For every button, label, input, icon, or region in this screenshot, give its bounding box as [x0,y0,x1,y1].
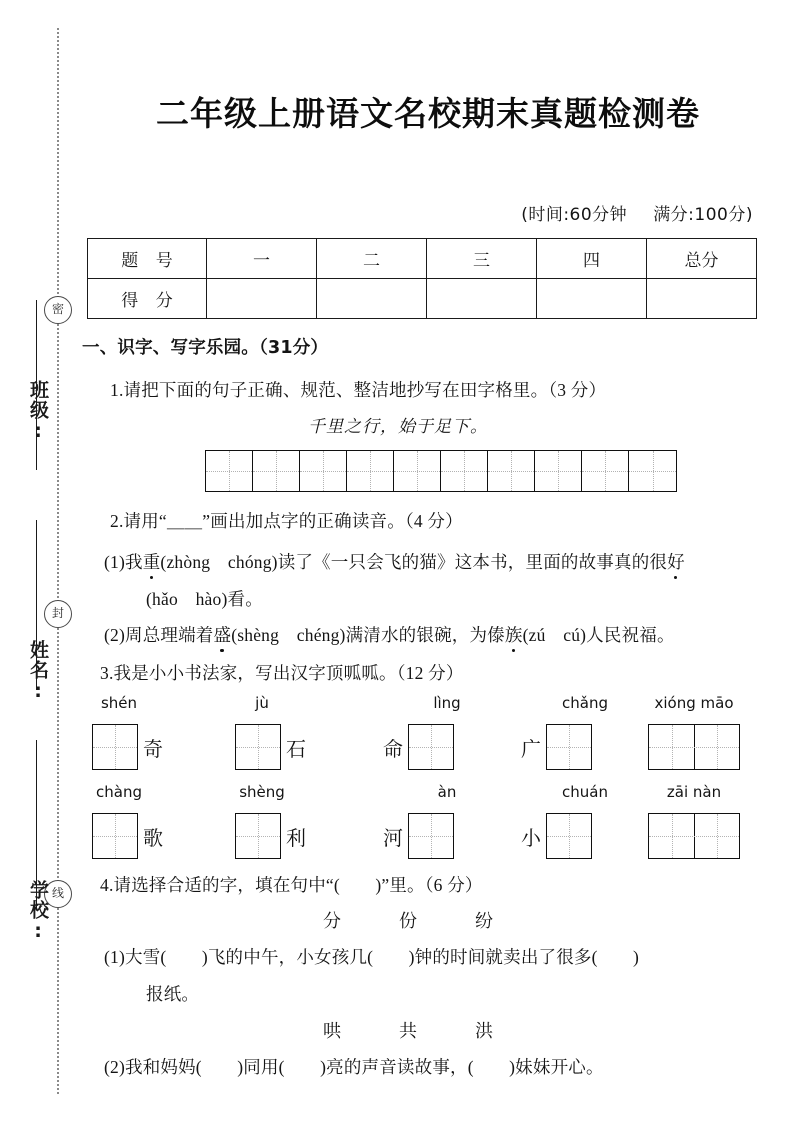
q2-1-dotted-char: 重 [142,552,161,572]
answer-box[interactable] [546,813,592,859]
exam-page [78,0,793,1122]
tianzige-cell[interactable] [206,451,253,491]
field-label-name: 姓名: [27,640,49,703]
tianzige-cell[interactable] [394,451,441,491]
answer-box[interactable] [92,813,138,859]
q2-2-pre: (2)周总理端着 [104,625,214,645]
pinyin-item [92,694,210,780]
pinyin-label: jù [255,694,269,712]
seal-char-feng: 封 [44,600,72,628]
hint-char: 广 [521,736,541,761]
q2-1-dotted-char-2: 好 [667,552,685,572]
question-4-item-1-line-2: 报纸。 [146,984,200,1004]
answer-box-double[interactable] [648,724,740,770]
q2-1-post: (zhòng chóng)读了《一只会飞的猫》这本书，里面的故事真的很 [160,552,668,572]
q2-1-pre: (1)我 [104,552,143,572]
answer-box[interactable] [546,724,592,770]
question-3-row-1 [92,694,782,780]
score-cell-1[interactable] [207,279,317,319]
answer-box[interactable] [408,813,454,859]
score-cell-4[interactable] [537,279,647,319]
question-4-item-1-line-1: (1)大雪( )飞的中午，小女孩几( )钟的时间就卖出了很多( ) [104,947,640,967]
row-header-score: 得 分 [88,279,207,319]
pinyin-item [378,694,496,780]
question-3-row-2 [92,783,782,869]
choice-char: 纷 [475,911,493,932]
question-2-item-1-line-1 [104,549,685,574]
answer-box-double[interactable] [648,813,740,859]
pinyin-item [235,694,353,780]
seal-dotted-line [57,28,59,1094]
hint-char: 奇 [143,736,163,761]
table-row-scores [88,279,757,319]
pinyin-item [378,783,496,869]
hint-char: 石 [286,736,306,761]
score-cell-3[interactable] [427,279,537,319]
question-4-choices-1 [78,907,738,933]
field-label-school: 学校: [27,880,49,943]
hint-char: 小 [521,825,541,850]
field-label-class: 班级: [27,380,49,443]
pinyin-item [92,783,210,869]
q2-2-dotted-char: 盛 [213,625,232,645]
answer-box[interactable] [408,724,454,770]
pinyin-label: shèng [239,783,285,801]
tianzige-copy-grid[interactable] [205,450,677,492]
score-cell-total[interactable] [647,279,757,319]
pinyin-label: chuán [562,783,608,801]
question-3-stem: 3.我是小小书法家，写出汉字顶呱呱。（12 分） [100,663,464,683]
pinyin-label: shén [100,694,138,712]
question-2-item-1-line-2: (hǎo hào)看。 [146,589,263,609]
pinyin-label: zāi nàn [666,783,722,801]
tianzige-cell[interactable] [300,451,347,491]
hint-char: 河 [383,825,403,850]
question-1-sentence: 千里之行，始于足下。 [308,417,488,436]
seal-char-mi: 密 [44,296,72,324]
tianzige-cell[interactable] [535,451,582,491]
answer-box[interactable] [92,724,138,770]
question-4-item-2: (2)我和妈妈( )同用( )亮的声音读故事，( )妹妹开心。 [104,1057,604,1077]
pinyin-item [235,783,353,869]
pinyin-label: xióng māo [654,694,734,712]
choice-char: 共 [399,1021,417,1042]
seal-char-xian: 线 [44,880,72,908]
total-score-label: 满分:100分) [653,205,753,225]
pinyin-item [516,783,634,869]
hint-char: 利 [286,825,306,850]
tianzige-cell[interactable] [582,451,629,491]
pinyin-label: chǎng [562,694,608,712]
tianzige-cell[interactable] [253,451,300,491]
q2-2-mid: (shèng chéng)满清水的银碗，为傣 [231,625,505,645]
choice-char: 份 [399,911,417,932]
question-4-choices-2 [78,1017,738,1043]
column-header-total: 总分 [647,239,757,279]
pinyin-item [648,783,766,869]
table-row-question-numbers [88,239,757,279]
question-2-stem: 2.请用“＿＿”画出加点字的正确读音。（4 分） [110,511,463,531]
question-4-stem: 4.请选择合适的字，填在句中“( )”里。（6 分） [100,875,483,895]
pinyin-item [516,694,634,780]
column-header-4: 四 [537,239,647,279]
pinyin-label: chàng [96,783,142,801]
question-2-item-2 [104,622,675,647]
page-title: 二年级上册语文名校期末真题检测卷 [156,94,700,133]
choice-char: 洪 [475,1021,493,1042]
tianzige-cell[interactable] [488,451,535,491]
tianzige-cell[interactable] [441,451,488,491]
score-table [87,238,757,319]
choice-char: 分 [323,911,341,932]
tianzige-cell[interactable] [629,451,676,491]
time-limit-label: (时间:60分钟 [521,205,628,225]
choice-char: 哄 [323,1021,341,1042]
q2-2-post: (zú cú)人民祝福。 [522,625,675,645]
answer-box[interactable] [235,813,281,859]
answer-box[interactable] [235,724,281,770]
column-header-1: 一 [207,239,317,279]
hint-char: 歌 [143,825,163,850]
question-1-stem: 1.请把下面的句子正确、规范、整洁地抄写在田字格里。（3 分） [110,380,607,400]
q2-2-dotted-char-2: 族 [504,625,523,645]
pinyin-label: lìng [433,694,461,712]
hint-char: 命 [383,736,403,761]
seal-margin [0,0,78,1122]
column-header-3: 三 [427,239,537,279]
exam-meta [521,200,753,225]
row-header-question-number: 题 号 [88,239,207,279]
tianzige-cell[interactable] [347,451,394,491]
column-header-2: 二 [317,239,427,279]
pinyin-item [648,694,766,780]
pinyin-label: àn [437,783,457,801]
section-1-heading: 一、识字、写字乐园。（31分） [82,338,329,358]
score-cell-2[interactable] [317,279,427,319]
